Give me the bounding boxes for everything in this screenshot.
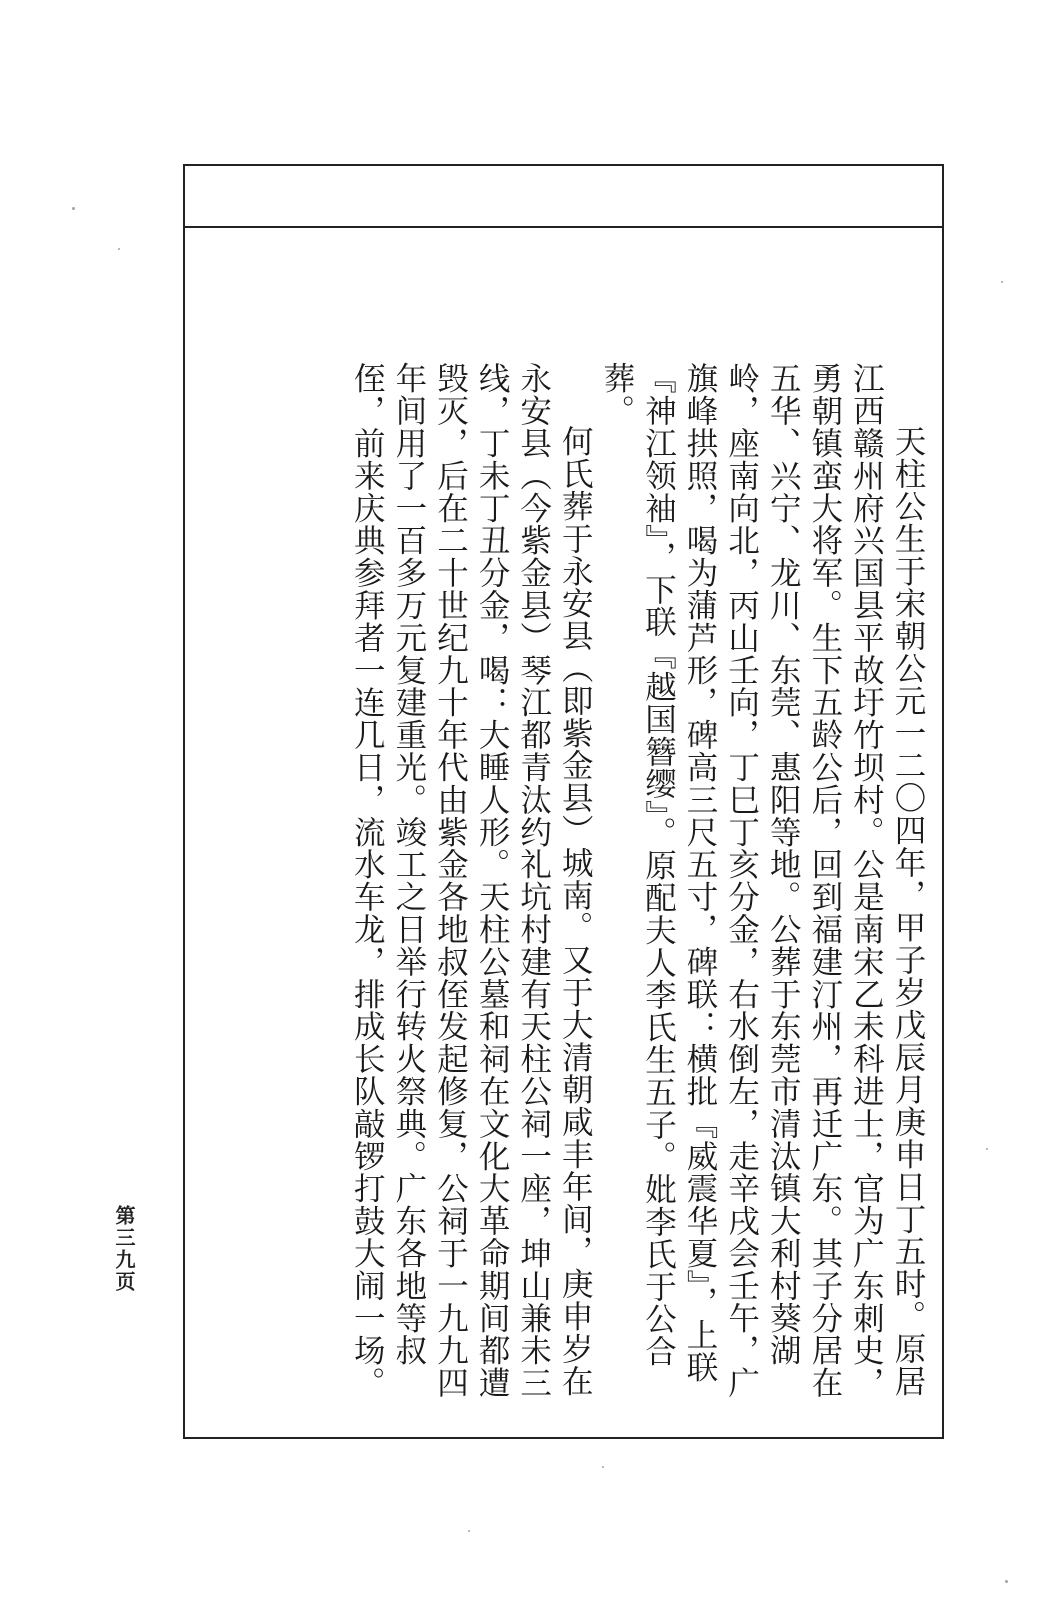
scan-speck	[1005, 1580, 1008, 1583]
scan-speck	[72, 207, 75, 210]
scan-speck	[986, 1148, 988, 1150]
scan-speck	[468, 1530, 470, 1532]
paragraph-2: 何氏葬于永安县（即紫金县）城南。又于大清朝咸丰年间，庚申岁在永安县（今紫金县）琴江都青汰约礼坑村建有天柱公祠一座，坤山兼未三线，丁未丁丑分金，喝：大睡人形。天柱公墓和祠在文化大革命期间都遭毁灭，后在二十世纪九十年代由紫金各地叔侄发起修复，公祠于一九九四年间用了一百多万元复建重光。竣工之日举行转火祭典。广东各地等叔侄，前来庆典参拜者一连几日，流水车龙，排成长队敲锣打鼓大闹一场。	[349, 362, 594, 1399]
page-number: 第三九页	[112, 1205, 136, 1293]
scan-speck	[1001, 281, 1003, 283]
scan-speck	[118, 248, 120, 250]
body-text	[176, 362, 928, 1422]
paragraph-1: 天柱公生于宋朝公元一二〇四年，甲子岁戊辰月庚申日丁五时。原居江西赣州府兴国县平故圩竹坝村。公是南宋乙未科进士，官为广东刺史，勇朝镇蛮大将军。生下五龄公后，回到福建汀州，再迁广东。其子分居在五华、兴宁、龙川、东莞、惠阳等地。公葬于东莞市清汰镇大利村葵湖岭，座南向北，丙山壬向，丁巳丁亥分金，右水倒左，走辛戌会壬午，广旗峰拱照，喝为蒲芦形，碑高三尺五寸，碑联：横批『威震华夏』，上联『神江领袖』，下联『越国簪缨』。原配夫人李氏生五子。妣李氏于公合葬。	[598, 362, 926, 1399]
header-rule	[183, 226, 944, 228]
scan-speck	[602, 1466, 604, 1468]
